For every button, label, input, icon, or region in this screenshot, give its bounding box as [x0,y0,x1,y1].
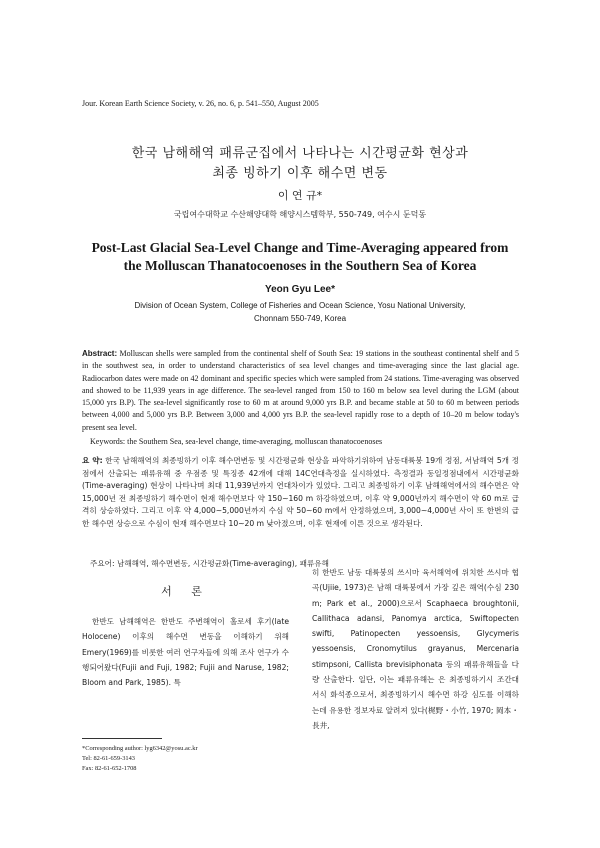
abstract-block [82,348,519,434]
english-affiliation-line-1: Division of Ocean System, College of Fisheries and Ocean Science, Yosu National University, [134,301,466,310]
abstract-label: Abstract: [82,349,118,358]
journal-citation: Jour. Korean Earth Science Society, v. 26, no. 6, p. 541–550, August 2005 [82,99,319,108]
english-title-line-1: Post-Last Glacial Sea-Level Change and Time-Averaging appeared from [91,240,509,255]
english-affiliation-line-2: Chonnam 550-749, Korea [253,314,347,323]
footnote-fax: Fax: 82-61-652-1708 [82,765,137,772]
korean-affiliation: 국립여수대학교 수산해양대학 해양시스템학부, 550-749, 여수시 둔덕동 [173,210,427,219]
english-author: Yeon Gyu Lee* [264,284,336,295]
right-column-text: 히 한반도 남동 대륙붕의 쓰시마 육서해역에 위치한 쓰시마 협곡(Ujiie, 1973)은 남해 대륙붕에서 가장 깊은 해역(수심 230 m; Park et al., 2000)으로서 Scaphaeca broughtonii, Callithaca adansi, Panomya arctica, Swiftopecten swifti, Patinopecten yessoensis, Glycymeris yessoensis, Cronomytilus grayanus, Mercenaria stimpsoni, Callista brevisiphonata 등의 패류유해들을 다량 산출한다. 일단, 이는 패류유해는 은 최종빙하기시 조간대 서식 화석종으로서, 최종빙하기시 해수면 하강 심도를 이해하는데 유용한 정보자료 알려져 있다(梶野・小竹, 1970; 岡本・長井, [312,568,519,730]
footnote-divider [82,738,162,739]
korean-title-line-1: 한국 남해해역 패류군집에서 나타나는 시간평균화 현상과 [131,146,469,161]
korean-summary-block [82,455,519,531]
summary-keywords: 주요어: 남해해역, 해수면변동, 시간평균화(Time-averaging), 패류유해 [90,559,329,568]
korean-author: 이 연 규* [277,189,323,202]
footnote-tel: Tel: 82-61-659-3143 [82,755,135,762]
footnote-email: *Corresponding author: lyg6342@yosu.ac.kr [82,745,198,752]
summary-text: 한국 남해해역의 최종빙하기 이후 해수면변동 및 시간평균화 현상을 파악하기위하여 남동대륙붕 19개 정점, 서남해역 5개 정점에서 산출되는 패류유해 중 우점종 및 특징종 42개에 대해 14C연대측정을 실시하였다. 측정결과 동일정점내에서 시간평균화(Time-averaging) 현상이 나타나며 최대 11,939년까지 연대차이가 있었다. 그리고 최종빙하기 이후 남해해역에서의 해수면은 약 15,000년 전 최종빙하기 해수면이 현재 해수면보다 약 150~160 m 하강하였으며, 이후 약 9,000년까지 해수면이 약 60 m로 급격히 상승하였다. 그리고 이후 약 4,000~5,000년까지 수심 약 50~60 m에서 안정하였으며, 3,000~4,000년 사이 또 한번의 급한 해수면 상승으로 수심이 현재 해수면보다 10~20 m 낮아졌으며, 이후 현재에 이른 것으로 생각된다. [82,456,519,528]
keywords: Keywords: the Southern Sea, sea-level change, time-averaging, molluscan thanatocoenoses [90,437,383,446]
summary-label: 요 약: [82,456,103,465]
english-title-line-2: the Molluscan Thanatocoenoses in the Southern Sea of Korea [123,258,477,273]
abstract-text: Molluscan shells were sampled from the continental shelf of South Sea: 19 stations in the southeast continental shelf and 5 in the southwest sea, in order to understand characteristics of sea level changes and time-averaging since the last glacial age. Radiocarbon dates were made on 42 dominant and specific species which were sampled from 24 stations. Time-averaging was observed and showed to be 11,939 years in age difference. The sea-level ranged from 150 to 160 m below sea level during the LGM (about 15,000 yrs B.P). The sea-level significantly rose to 60 m at around 9,000 yrs B.P. and became stable at 50 to 60 m between periods between 4,000 and 5,000 yrs B.P. Between 3,000 and 4,000 yrs B.P. the sea-level rapidly rose to a depth of 10–20 m below today's present sea level. [82,349,520,432]
korean-title-line-2: 최종 빙하기 이후 해수면 변동 [212,166,388,181]
section-heading-introduction: 서 론 [161,585,210,598]
left-column-text: 한반도 남해해역은 한반도 주변해역이 홀로세 후기(late Holocene) 이후의 해수면 변동을 이해하기 위해 Emery(1969)를 비롯한 여러 연구자들에 의해 조사 연구가 수행되어왔다(Fujii and Fuji, 1982; Fujii and Naruse, 1982; Bloom and Park, 1985). 특 [82,617,289,688]
